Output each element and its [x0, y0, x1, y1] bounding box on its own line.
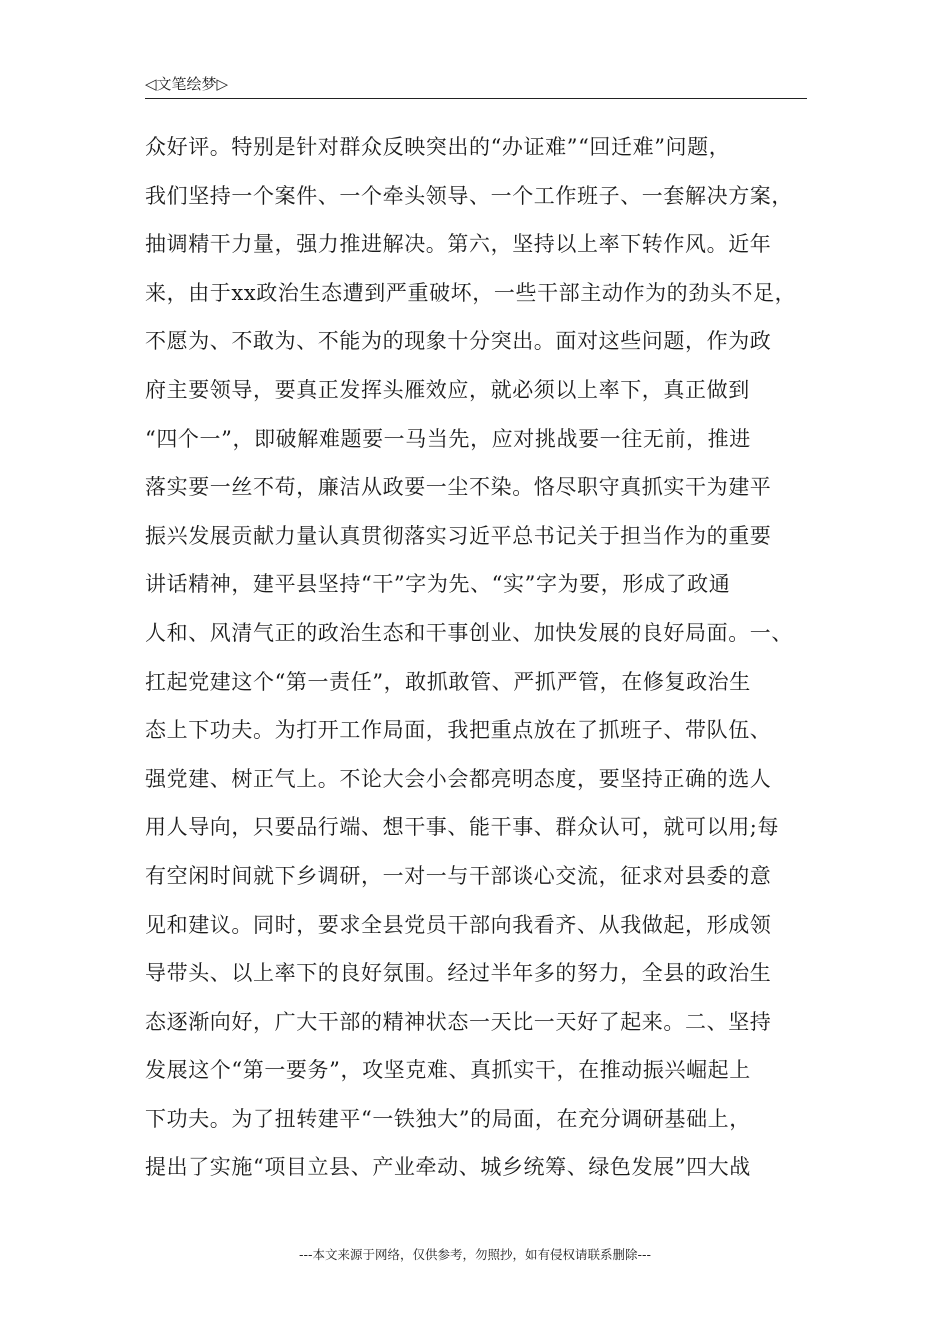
body-line: 态上下功夫。为打开工作局面，我把重点放在了抓班子、带队伍、 [145, 718, 772, 743]
header-title: ◁文笔绘梦▷ [145, 75, 229, 93]
body-line: 强党建、树正气上。不论大会小会都亮明态度，要坚持正确的选人 [145, 766, 772, 791]
body-line: “四个一”，即破解难题要一马当先，应对挑战要一往无前，推进 [145, 426, 751, 451]
body-line: 落实要一丝不苟，廉洁从政要一尘不染。恪尽职守真抓实干为建平 [145, 475, 772, 500]
page-header [145, 74, 807, 99]
body-line: 扛起党建这个“第一责任”，敢抓敢管、严抓严管，在修复政治生 [145, 669, 751, 694]
body-line: 抽调精干力量，强力推进解决。第六，坚持以上率下转作风。近年 [145, 232, 772, 257]
page-footer [0, 1245, 950, 1263]
body-line: 振兴发展贡献力量认真贯彻落实习近平总书记关于担当作为的重要 [145, 523, 772, 548]
body-line: 讲话精神，建平县坚持“干”字为先、“实”字为要，形成了政通 [145, 572, 731, 597]
body-line: 我们坚持一个案件、一个牵头领导、一个工作班子、一套解决方案， [145, 183, 793, 208]
body-line: 下功夫。为了扭转建平“一铁独大”的局面，在充分调研基础上， [145, 1106, 751, 1131]
body-line: 见和建议。同时，要求全县党员干部向我看齐、从我做起，形成领 [145, 912, 772, 937]
body-line: 用人导向，只要品行端、想干事、能干事、群众认可，就可以用;每 [145, 815, 780, 840]
body-line: 来，由于xx政治生态遭到严重破坏，一些干部主动作为的劲头不足， [145, 280, 797, 305]
body-line: 有空闲时间就下乡调研，一对一与干部谈心交流，征求对县委的意 [145, 863, 772, 888]
body-line: 发展这个“第一要务”，攻坚克难、真抓实干，在推动振兴崛起上 [145, 1058, 751, 1083]
body-line: 众好评。特别是针对群众反映突出的“办证难”“回迁难”问题， [145, 135, 731, 159]
body-line: 府主要领导，要真正发挥头雁效应，就必须以上率下，真正做到 [145, 377, 750, 402]
body-line: 态逐渐向好，广大干部的精神状态一天比一天好了起来。二、坚持 [145, 1009, 772, 1034]
body-line: 人和、风清气正的政治生态和干事创业、加快发展的良好局面。一、 [145, 620, 793, 645]
body-line: 提出了实施“项目立县、产业牵动、城乡统筹、绿色发展”四大战 [145, 1155, 751, 1180]
body-line: 导带头、以上率下的良好氛围。经过半年多的努力，全县的政治生 [145, 961, 772, 986]
document-body [145, 132, 815, 1201]
footer-disclaimer: ---本文来源于网络，仅供参考，勿照抄，如有侵权请联系删除--- [298, 1247, 652, 1262]
body-line: 不愿为、不敢为、不能为的现象十分突出。面对这些问题，作为政 [145, 329, 772, 354]
